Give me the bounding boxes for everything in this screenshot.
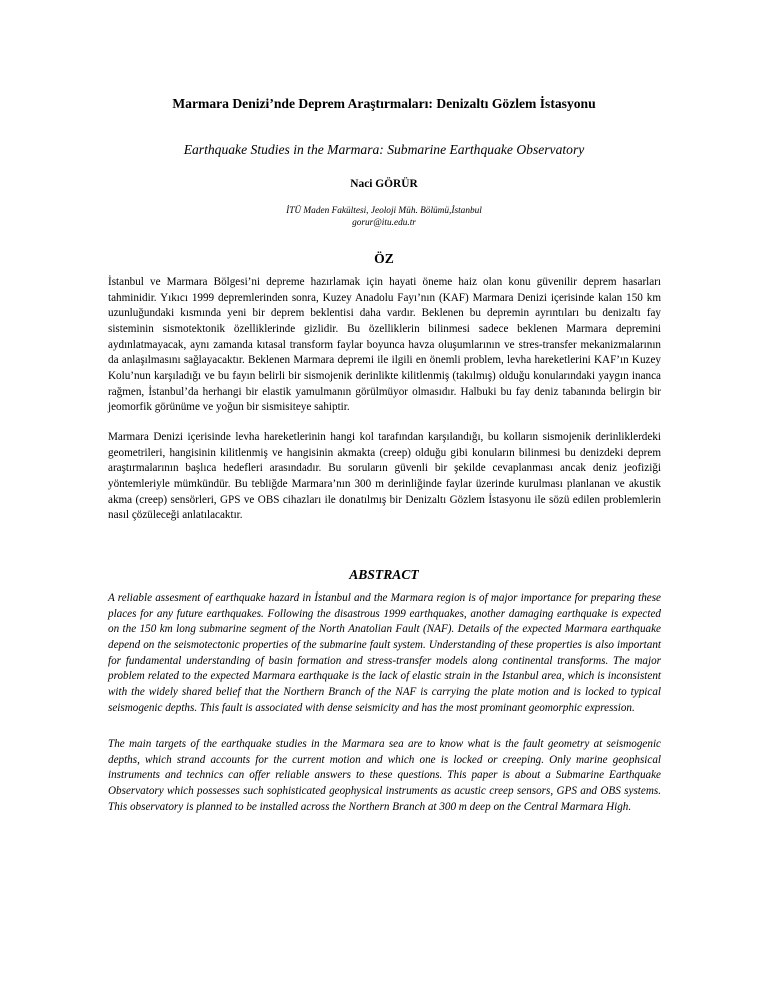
oz-heading: ÖZ: [374, 251, 394, 266]
abstract-heading: ABSTRACT: [349, 567, 419, 582]
author-affiliation: İTÜ Maden Fakültesi, Jeoloji Müh. Bölümü,İstanbul: [286, 206, 482, 216]
author-affiliation-block: [0, 205, 768, 229]
paper-title-english: Earthquake Studies in the Marmara: Submarine Earthquake Observatory: [183, 142, 585, 157]
oz-paragraph: İstanbul ve Marmara Bölgesi’ni depreme hazırlamak için hayati öneme haiz olan konu güvenilir deprem hasarları tahminidir. Yıkıcı 1999 depremlerinden sonra, Kuzey Anadolu Fayı’nın (KAF) Marmara Denizi içerisinde kalan 150 km uzunluğundaki kısmında yeni bir deprem beklentisi daha vardır. Beklenen bu depremin ayrıntıları bu denizaltı fay sisteminin sismotektonik özelliklerinde gizlidir. Bu özelliklerin bilinmesi sadece beklenen Marmara depremini aydınlatmayacak, aynı zamanda kıtasal transform faylar boyunca havza oluşumlarının ve stres-transfer mekanizmalarının da anlaşılmasını sağlayacaktır. Beklenen Marmara depremi ile ilgili en önemli problem, levha hareketlerini KAF’ın Kuzey Kolu’nun karşıladığı ve bu fayın belirli bir sismojenik derinlikte kilitlenmiş (takılmış) olduğu konularındaki yaygın inanca rağmen, İstanbul’da herhangi bir elastik yamulmanın görülmüyor olmasıdır. Halbuki bu fay deniz tabanında belirgin bir jeomorfik görünüme ve yoğun bir sismisiteye sahiptir.: [108, 276, 661, 414]
abstract-paragraph: The main targets of the earthquake studies in the Marmara sea are to know what is the fault geometry at seismogenic depths, which strand accounts for the current motion and which one is locked or creeping. Only marine geophsical instruments and technics can offer reliable answers to these questions. This paper is about a Submarine Earthquake Observatory which possesses such sophisticated geophysical instruments as acustic creep sensors, GPS and OBS systems. This observatory is planned to be installed across the Northern Branch at 300 m deep on the Central Marmara High.: [108, 738, 661, 813]
author-email: gorur@itu.edu.tr: [352, 218, 416, 228]
paper-title-turkish: Marmara Denizi’nde Deprem Araştırmaları: Denizaltı Gözlem İstasyonu: [172, 96, 596, 111]
author-name: Naci GÖRÜR: [350, 178, 418, 190]
abstract-paragraph: A reliable assesment of earthquake hazard in İstanbul and the Marmara region is of major importance for preparing these places for any future earthquakes. Following the disastrous 1999 earthquakes, another damaging earthquake is expected on the 150 km long submarine segment of the North Anatolian Fault (NAF). Details of the expected Marmara earthquake depend on the seismotectonic properties of the submarine fault system. Understanding of these properties is also important for fundamental understanding of basin formation and stress-transfer models along continental transforms. The major problem related to the expected Marmara earthquake is the lack of elastic strain in the Istanbul area, which is inconsistent with the widely shared belief that the Northern Branch of the NAF is carrying the plate motion and is locked to typical seismogenic depths. This fault is associated with dense seismicity and has the most prominant geomorphic expression.: [108, 592, 661, 714]
oz-paragraph: Marmara Denizi içerisinde levha hareketlerinin hangi kol tarafından karşılandığı, bu kolların sismojenik derinliklerdeki geometrileri, hangisinin kilitlenmiş ve hangisinin akmakta (creep) olduğu gibi konuların bilinmesi bu denizdeki deprem araştırmalarının başlıca hedefleri arasındadır. Bu soruların güvenli bir şekilde cevaplanması ancak deniz jeofiziği yöntemleriyle mümkündür. Bu tebliğde Marmara’nın 300 m derinliğinde faylar üzerinde kurulması planlanan ve akustik akma (creep) sensörleri, GPS ve OBS cihazları ile donatılmış bir Denizaltı Gözlem İstasyonu ile sözü edilen problemlerin nasıl çözüleceği anlatılacaktır.: [108, 431, 661, 522]
